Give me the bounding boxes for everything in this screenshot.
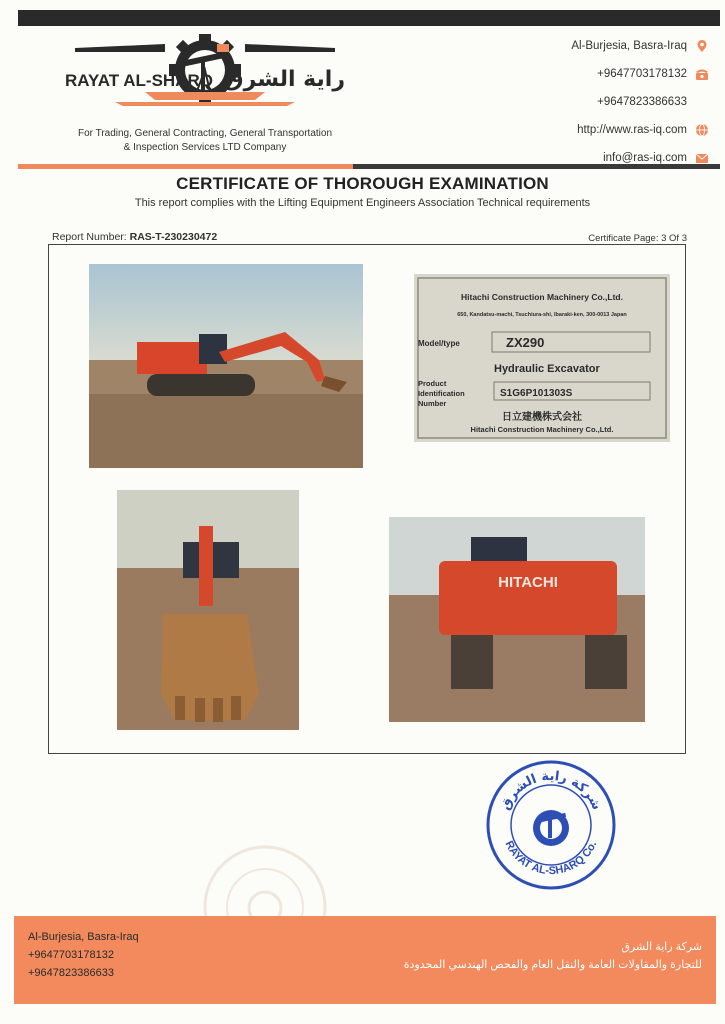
contact-phone-1: +9647703178132 [469, 60, 709, 88]
tagline-line-2: & Inspection Services LTD Company [123, 142, 287, 153]
excavator-front-photo [117, 490, 299, 730]
footer-company-desc-ar: للتجارة والمقاولات العامة والنقل العام والفحص الهندسي المحدودة [403, 959, 702, 971]
footer-address: Al-Burjesia, Basra-Iraq [28, 931, 139, 943]
footer-phone-1: +9647703178132 [28, 949, 114, 961]
company-tagline [30, 127, 380, 155]
footer-contact [28, 928, 139, 982]
header-separator [18, 164, 720, 170]
nameplate-pin-label-3: Number [418, 399, 447, 408]
contact-email: info@ras-iq.com [469, 144, 709, 172]
envelope-icon [695, 151, 709, 165]
logo-text-ar: راية الشرق [223, 67, 345, 92]
nameplate-pin-label-2: Identification [418, 389, 465, 398]
nameplate-pin: S1G6P101303S [500, 388, 573, 399]
excavator-side-photo [89, 264, 363, 468]
logo-text-en: RAYAT AL-SHARQ [65, 71, 213, 90]
nameplate-footer-jp: 日立建機株式会社 [502, 412, 582, 423]
page-footer [14, 916, 716, 1004]
nameplate-model-label: Model/type [418, 339, 460, 348]
contact-block [469, 32, 709, 172]
company-stamp [484, 758, 618, 892]
certificate-subtitle: This report complies with the Lifting Equipment Engineers Association Technical requirements [134, 197, 591, 209]
report-number: Report Number: RAS-T-230230472 [52, 231, 218, 243]
nameplate-pin-label-1: Product [418, 379, 447, 388]
header-top-bar [18, 10, 720, 26]
globe-icon [695, 123, 709, 137]
nameplate-photo [414, 274, 670, 442]
footer-company-name-ar: شركة راية الشرق [621, 941, 702, 953]
nameplate-model: ZX290 [506, 335, 545, 350]
footer-company-arabic [404, 938, 702, 974]
footer-phone-2: +9647823386633 [28, 967, 114, 979]
location-pin-icon [695, 39, 709, 53]
phone-icon [695, 67, 709, 81]
tagline-line-1: For Trading, General Contracting, General Transportation [77, 128, 333, 139]
contact-address: Al-Burjesia, Basra-Iraq [469, 32, 709, 60]
contact-phone-2: +9647823386633 [597, 96, 687, 108]
nameplate-address: 650, Kandatsu-machi, Tsuchiura-shi, Ibaraki-ken, 300-0013 Japan [457, 312, 627, 318]
svg-text:RAYAT AL-SHARQ Co.: RAYAT AL-SHARQ Co. [502, 839, 600, 878]
svg-text:شركة راية الشرق: شركة راية الشرق [498, 768, 605, 813]
company-logo [55, 30, 355, 130]
nameplate-description: Hydraulic Excavator [494, 363, 600, 375]
certificate-page-number: Certificate Page: 3 Of 3 [588, 233, 687, 244]
nameplate-maker: Hitachi Construction Machinery Co.,Ltd. [461, 292, 623, 302]
machine-brand-text: HITACHI [498, 574, 558, 591]
certificate-title: CERTIFICATE OF THOROUGH EXAMINATION [176, 174, 549, 193]
nameplate-footer-en: Hitachi Construction Machinery Co.,Ltd. [470, 425, 614, 434]
contact-website: http://www.ras-iq.com [469, 116, 709, 144]
excavator-rear-photo [389, 517, 645, 722]
